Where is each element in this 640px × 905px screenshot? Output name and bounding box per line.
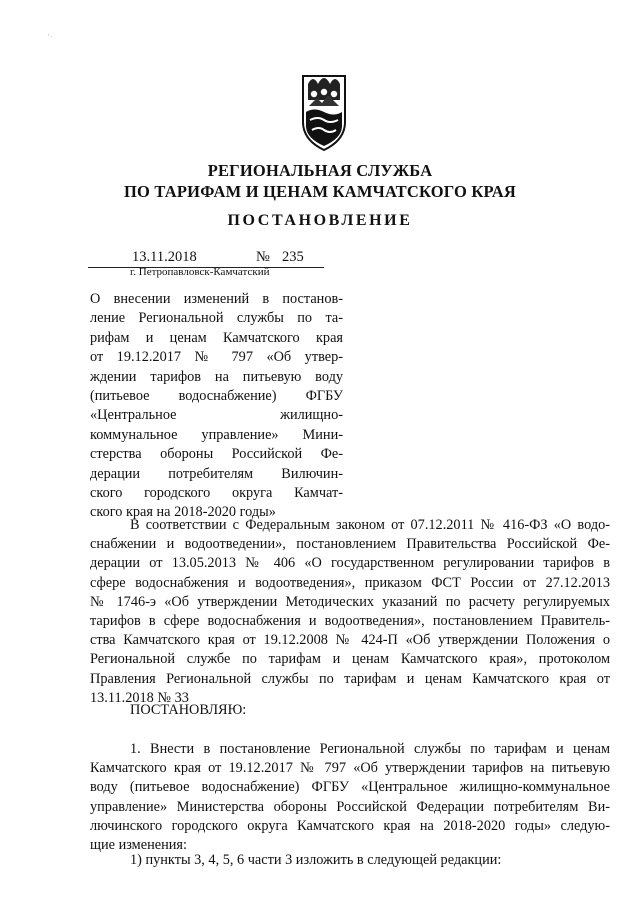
text-line: Региональной службе по тарифам и ценам Камчатского края», протоколом (90, 651, 610, 668)
subject-line: ского края на 2018-2020 годы» (90, 504, 276, 521)
subject-line: от 19.12.2017 № 797 «Об утвер- (90, 349, 343, 366)
subclause-1: 1) пункты 3, 4, 5, 6 части 3 изложить в следующей редакции: (130, 852, 502, 868)
text-line: щие изменения: (90, 837, 187, 854)
text-line: 1. Внести в постановление Региональной службы по тарифам и ценам (130, 741, 610, 757)
subject-line: стерства обороны Российской Фе- (90, 446, 343, 463)
text-line: воду (питьевое водоснабжение) ФГБУ «Центральное жилищно-коммунальное (90, 779, 610, 796)
document-subject (90, 290, 343, 523)
text-line: лючинского городского округа Камчатского края на 2018-2020 годы» следую- (90, 817, 610, 834)
subject-line: «Центральное жилищно- (90, 407, 343, 424)
text-line: ства Камчатского края от 19.12.2008 № 424-П «Об утверждении Положения о (90, 632, 610, 649)
org-title-line2: ПО ТАРИФАМ И ЦЕНАМ КАМЧАТСКОГО КРАЯ (124, 182, 516, 201)
document-date: 13.11.2018 (132, 249, 197, 265)
city-name: г. Петропавловск-Камчатский (130, 266, 270, 278)
scan-speck: ' · (48, 34, 53, 40)
subject-line: (питьевое водоснабжение) ФГБУ (90, 388, 343, 405)
number-label: № (256, 249, 270, 265)
clause-1-paragraph (90, 740, 610, 855)
text-line: Камчатского края от 19.12.2017 № 797 «Об утверждении тарифов на питьевую (90, 760, 610, 777)
text-line: снабжении и водоотведении», постановлением Правительства Российской Фе- (90, 536, 610, 553)
text-line: тарифов в сфере водоснабжения и водоотведения», постановлением Правитель- (90, 613, 610, 630)
text-line: Правления Региональной службы по тарифам и ценам Камчатского края от (90, 670, 610, 687)
subject-line: ление Региональной службы по та- (90, 310, 343, 327)
text-line: дерации от 13.05.2013 № 406 «О государственном регулировании тарифов в (90, 555, 610, 572)
document-type-heading: ПОСТАНОВЛЕНИЕ (227, 212, 413, 229)
subject-line: дерации потребителям Вилючин- (90, 465, 343, 482)
kamchatka-coat-of-arms-icon (300, 70, 348, 152)
text-line: сфере водоснабжения и водоотведения», приказом ФСТ России от 27.12.2013 (90, 574, 610, 591)
text-line: № 1746-э «Об утверждении Методических указаний по расчету регулируемых (90, 593, 610, 610)
subject-line: рифам и ценам Камчатского края (90, 329, 343, 346)
org-title-line1: РЕГИОНАЛЬНАЯ СЛУЖБА (207, 161, 433, 180)
subject-line: коммунальное управление» Мини- (90, 426, 343, 443)
text-line: управление» Министерства обороны Российской Федерации потребителям Ви- (90, 798, 610, 815)
resolution-word: ПОСТАНОВЛЯЮ: (130, 702, 247, 718)
document-number: 235 (282, 249, 304, 265)
text-line: 13.11.2018 № 33 (90, 689, 189, 706)
text-line: В соответствии с Федеральным законом от 07.12.2011 № 416-ФЗ «О водо- (130, 517, 610, 533)
subject-line: ждении тарифов на питьевую воду (90, 368, 343, 385)
preamble-paragraph (90, 516, 610, 708)
subject-line: О внесении изменений в постанов- (90, 291, 343, 307)
subject-line: ского городского округа Камчат- (90, 485, 343, 502)
